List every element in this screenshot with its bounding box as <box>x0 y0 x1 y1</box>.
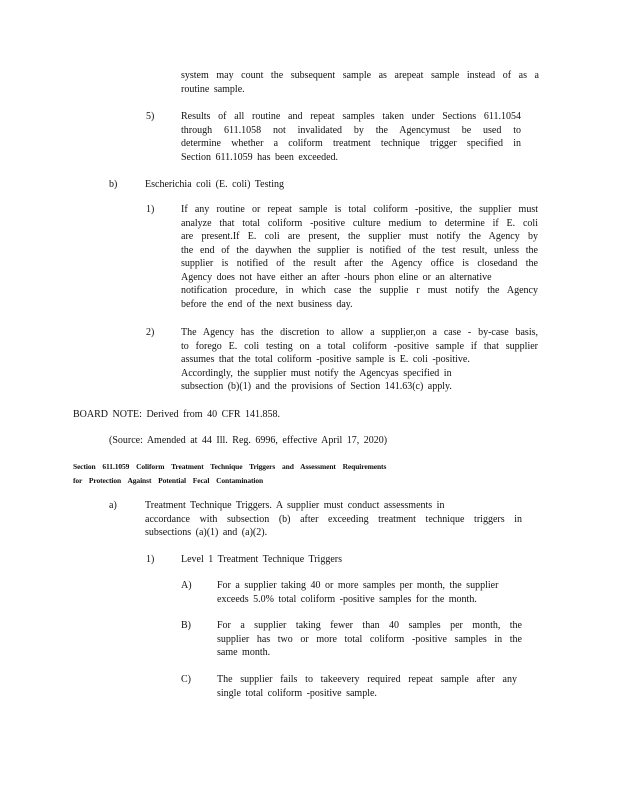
text-line: are present.If E. coli are present, the supplier must notify the Agency by <box>181 231 538 242</box>
text-line: through 611.1058 not invalidated by the Agencymust be used to <box>181 124 521 136</box>
text-line: Treatment Technique Triggers. A supplier must conduct assessments in <box>145 500 445 511</box>
text-line: For a supplier taking 40 or more samples per month, the supplier <box>217 580 499 591</box>
item-label-C: C) <box>181 674 191 685</box>
text-line: The supplier fails to takeevery required repeat sample after any <box>217 674 517 685</box>
item-label-A: A) <box>181 580 192 591</box>
text-line: Results of all routine and repeat samples taken under Sections 611.1054 <box>181 111 521 122</box>
text-line: If any routine or repeat sample is total coliform -positive, the supplier must <box>181 204 538 215</box>
text-line: analyze that total coliform -positive culture medium to determine if E. coli <box>181 217 538 229</box>
subsection-a-paragraph <box>145 499 522 540</box>
text-line: The Agency has the discretion to allow a supplier,on a case - by-case basis, <box>181 327 538 338</box>
text-line: the end of the daywhen the supplier is notified of the test result, unless the <box>181 244 538 256</box>
text-line: subsection (b)(1) and the provisions of Section 141.63(c) apply. <box>181 381 452 392</box>
text-line: accordance with subsection (b) after exceeding treatment technique triggers in <box>145 513 522 525</box>
text-line: Agency does not have either an after -hours phon eline or an alternative <box>181 271 492 283</box>
text-line: assumes that the total coliform -positive sample is E. coli -positive. <box>181 354 470 365</box>
item-b2-paragraph <box>181 326 538 394</box>
item-b1-paragraph <box>181 203 538 311</box>
text-line: notification procedure, in which case the supplie r must notify the Agency <box>181 285 538 296</box>
item-label-a1: 1) <box>146 554 155 565</box>
item-a1-title: Level 1 Treatment Technique Triggers <box>181 554 342 565</box>
text-line: supplier has two or more total coliform -positive samples in the <box>217 633 522 645</box>
subsection-label-b: b) <box>109 179 118 190</box>
item-C-paragraph <box>217 673 517 700</box>
text-line: Accordingly, the supplier must notify the Agencyas specified in <box>181 367 452 379</box>
text-line: before the end of the next business day. <box>181 298 353 310</box>
text-line: exceeds 5.0% total coliform -positive samples for the month. <box>217 593 477 605</box>
text-line: single total coliform -positive sample. <box>217 687 377 699</box>
text-line: supplier is notified of the result after the Agency office is closedand the <box>181 258 538 269</box>
text-line: Section 611.1059 has been exceeded. <box>181 151 339 163</box>
item-label-5: 5) <box>146 111 155 122</box>
subsection-b-title: Escherichia coli (E. coli) Testing <box>145 179 285 190</box>
item-A-paragraph <box>217 579 522 606</box>
item-B-paragraph <box>217 619 522 660</box>
section-heading-line-1: Section 611.1059 Coliform Treatment Technique Triggers and Assessment Requirements <box>73 462 387 471</box>
text-line: subsections (a)(1) and (a)(2). <box>145 527 268 538</box>
item-5-paragraph <box>181 110 521 164</box>
subsection-label-a: a) <box>109 500 117 511</box>
item-label-b2: 2) <box>146 327 155 338</box>
text-line: For a supplier taking fewer than 40 samples per month, the <box>217 620 522 631</box>
board-note: BOARD NOTE: Derived from 40 CFR 141.858. <box>73 409 280 420</box>
source-note: (Source: Amended at 44 Ill. Reg. 6996, effective April 17, 2020) <box>109 435 388 446</box>
text-line: routine sample. <box>181 83 245 95</box>
text-line: same month. <box>217 647 271 658</box>
item-label-b1: 1) <box>146 204 155 215</box>
text-line: determine whether a coliform treatment technique trigger specified in <box>181 138 521 149</box>
text-line: to forego E. coli testing on a total coliform -positive sample if that supplier <box>181 340 538 352</box>
item-label-B: B) <box>181 620 191 631</box>
text-line: system may count the subsequent sample as arepeat sample instead of as a <box>181 70 539 81</box>
continuation-paragraph <box>181 69 539 96</box>
section-heading-line-2: for Protection Against Potential Fecal Contamination <box>73 476 264 485</box>
